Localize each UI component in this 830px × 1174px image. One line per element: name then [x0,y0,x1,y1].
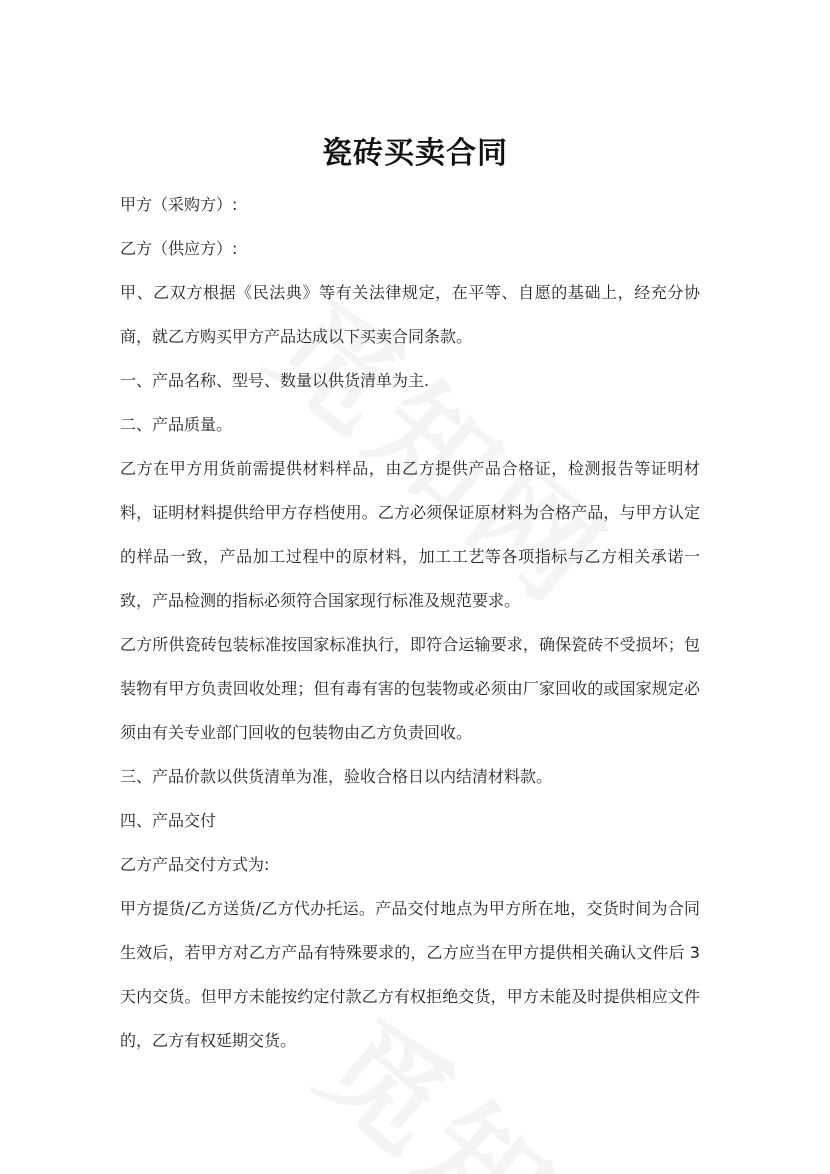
clause-4-heading: 四、产品交付 [120,811,217,830]
clause-4-subheading: 乙方产品交付方式为: [120,855,270,874]
clause-4-paragraph: 甲方提货/乙方送货/乙方代办托运。产品交付地点为甲方所在地，交货时间为合同生效后，若甲方对乙方产品有特殊要求的，乙方应当在甲方提供相关确认文件后 3 天内交货。但甲方未能按约定付款乙方有权拒绝交货，甲方未能及时提供相应文件的，乙方有权延期交货。 [120,899,700,1050]
document-title: 瓷砖买卖合同 [322,136,508,172]
clause-1-heading: 一、产品名称、型号、数量以供货清单为主. [120,371,430,390]
clause-2-heading: 二、产品质量。 [120,415,233,434]
preamble-paragraph: 甲、乙双方根据《民法典》等有关法律规定，在平等、自愿的基础上，经充分协商，就乙方购买甲方产品达成以下买卖合同条款。 [120,283,700,346]
clause-3-heading: 三、产品价款以供货清单为准，验收合格日以内结清材料款。 [120,767,553,786]
document-body [120,183,700,1063]
party-b-line: 乙方（供应方）: [120,239,238,258]
clause-2-paragraph-1: 乙方在甲方用货前需提供材料样品，由乙方提供产品合格证，检测报告等证明材料，证明材料提供给甲方存档使用。乙方必须保证原材料为合格产品，与甲方认定的样品一致，产品加工过程中的原材料，加工工艺等各项指标与乙方相关承诺一致，产品检测的指标必须符合国家现行标准及规范要求。 [120,459,700,610]
party-a-line: 甲方（采购方）: [120,195,238,214]
clause-2-paragraph-2: 乙方所供瓷砖包装标准按国家标准执行，即符合运输要求，确保瓷砖不受损坏；包装物有甲方负责回收处理；但有毒有害的包装物或必须由厂家回收的或国家规定必须由有关专业部门回收的包装物由乙方负责回收。 [120,635,700,742]
